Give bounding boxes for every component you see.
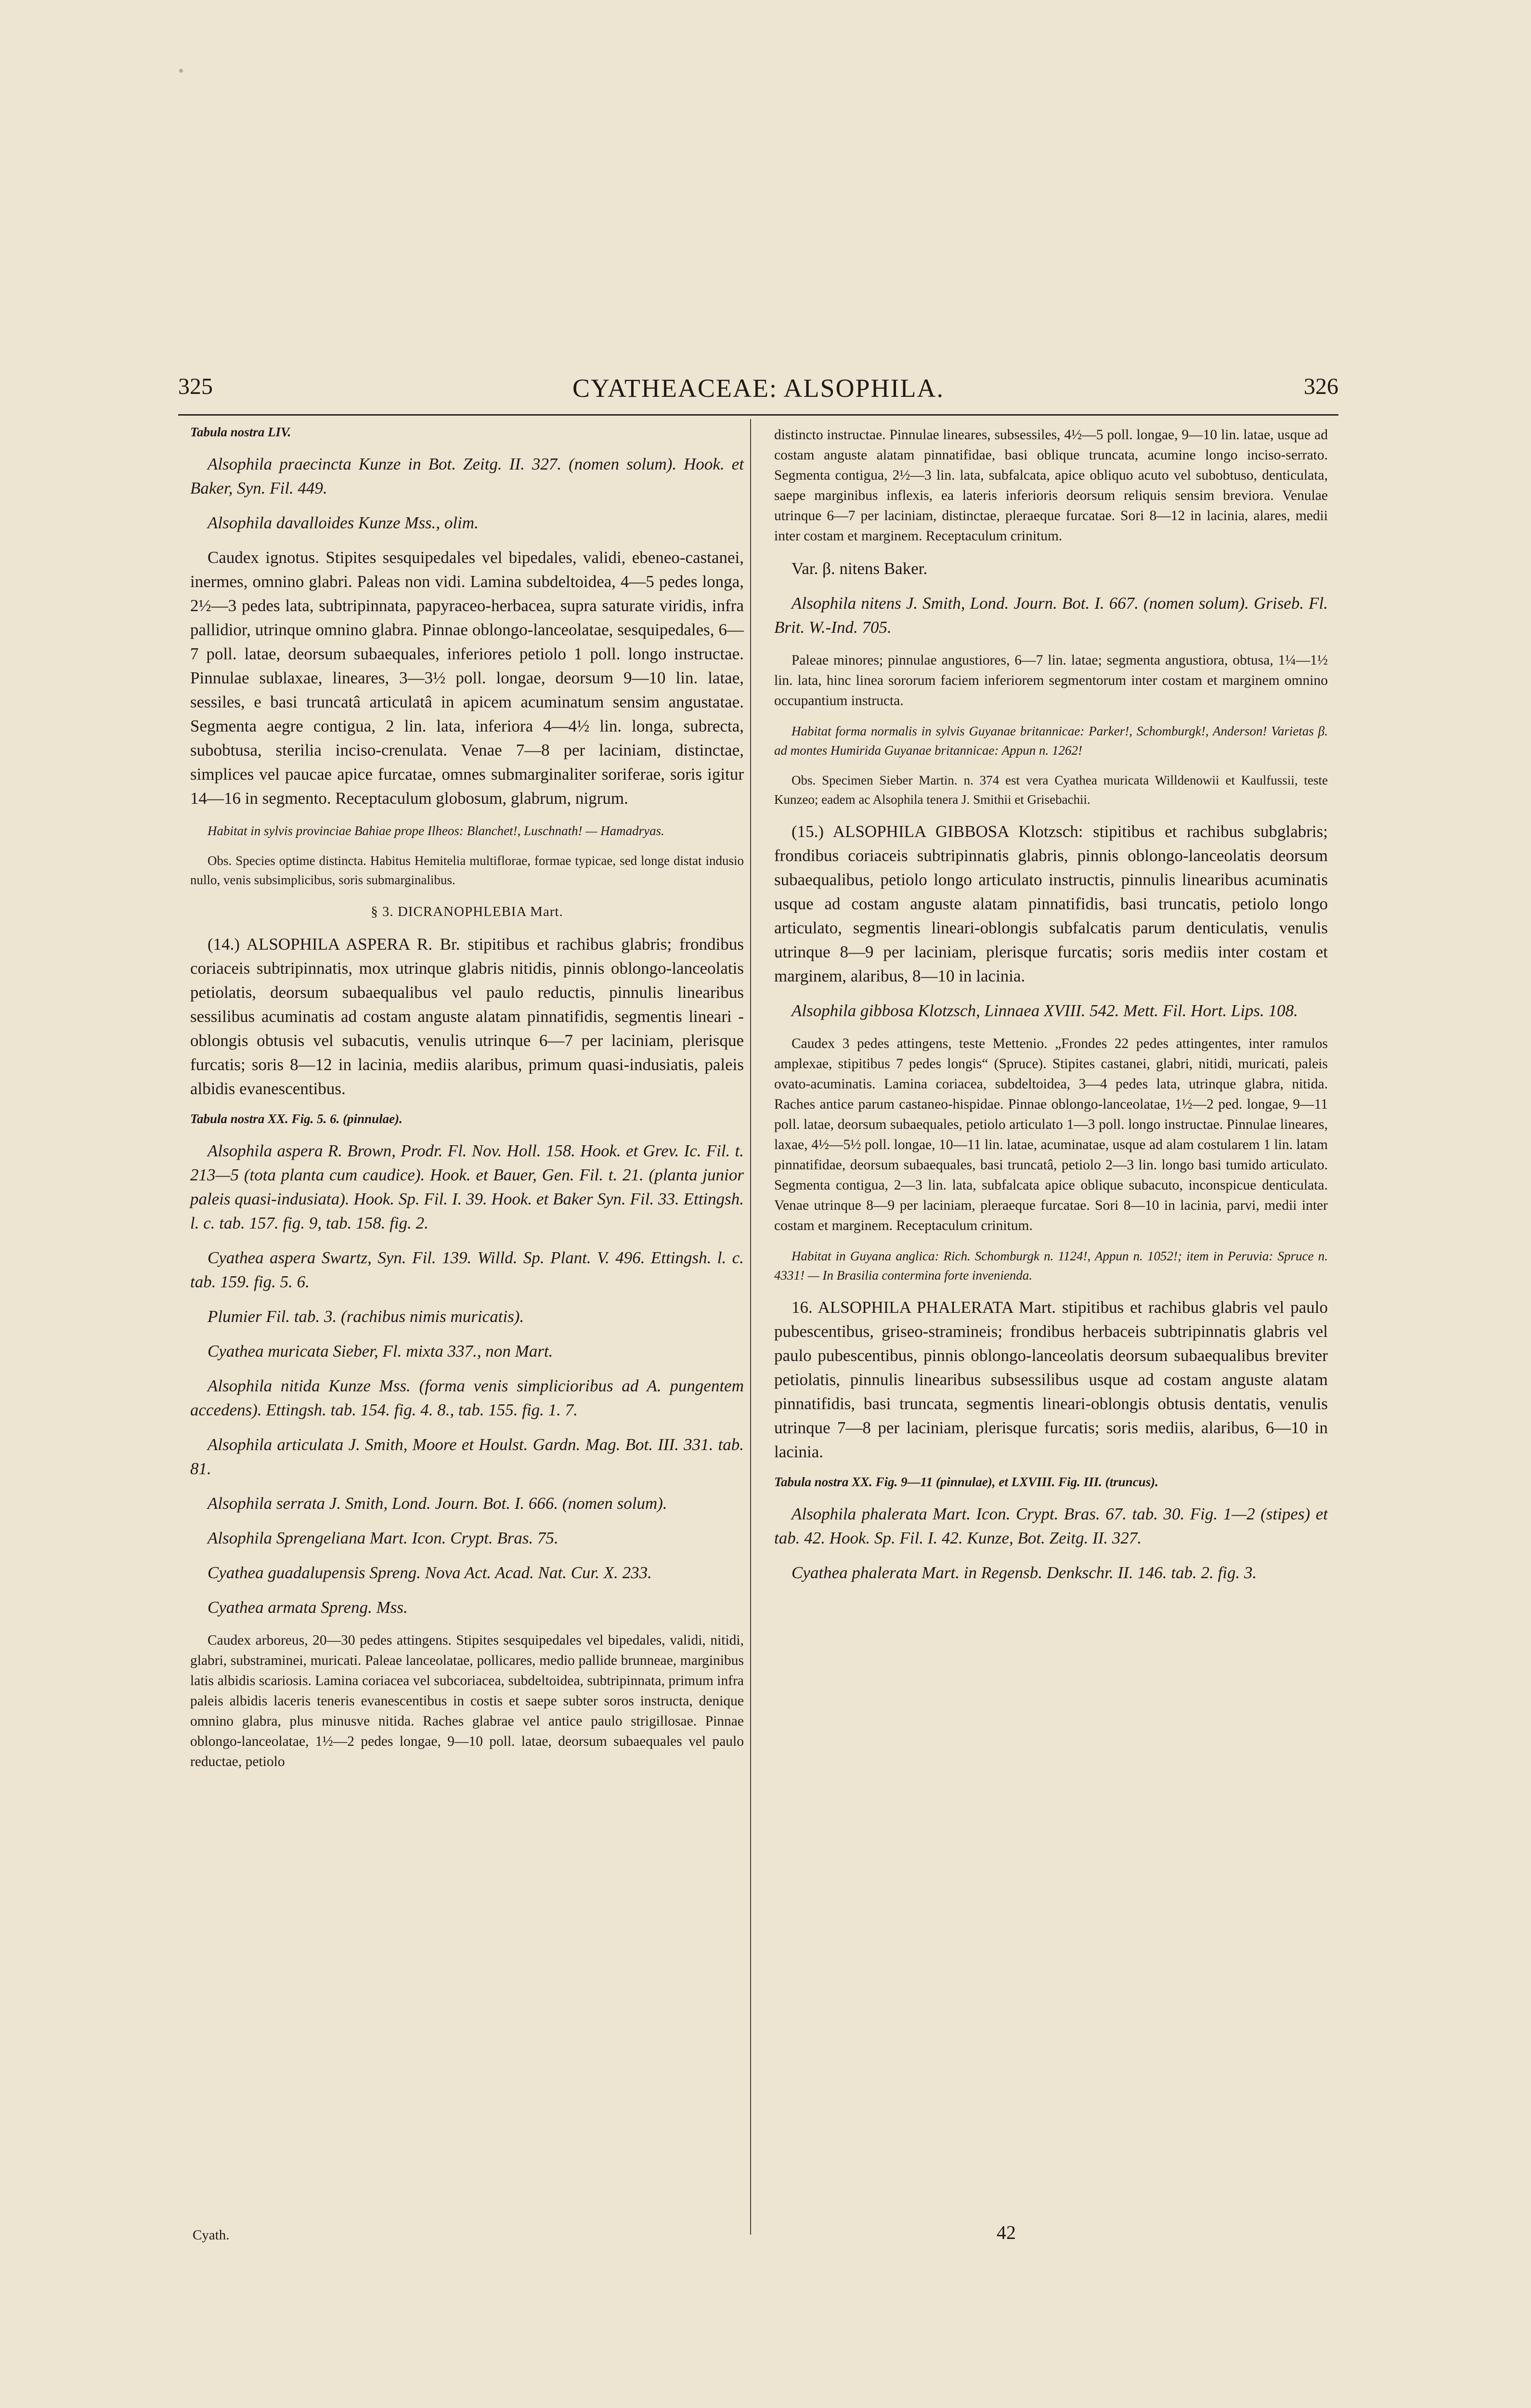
synonym: Cyathea armata Spreng. Mss. xyxy=(208,1598,408,1617)
observation: Obs. Species optime distincta. Habitus Hemitelia multiflorae, formae typicae, sed longe distat indusio nullo, venis subsimplicibus, soris submarginalibus. xyxy=(190,853,744,887)
page-header xyxy=(178,373,1338,412)
synonym: Plumier Fil. tab. 3. (rachibus nimis muricatis). xyxy=(208,1307,524,1326)
synonym: Alsophila nitens J. Smith, Lond. Journ. Bot. I. 667. (nomen solum). Griseb. Fl. Brit. W.-Ind. 705. xyxy=(774,594,1328,637)
running-title: CYATHEACEAE: ALSOPHILA. xyxy=(572,374,945,403)
habitat: Habitat in sylvis provinciae Bahiae prope Ilheos: Blanchet!, Luschnath! — Hamadryas. xyxy=(208,824,664,838)
variety-heading: Var. β. nitens Baker. xyxy=(791,559,928,578)
description: Caudex 3 pedes attingens, teste Mettenio. „Frondes 22 pedes attingentes, inter ramulos amplexae, stipitibus 7 pedes longis“ (Spruce). Stipites castanei, glabri, nitidi, muricati, paleis ovato-acuminatis. Lamina coriacea, subdeltoidea, 3—4 pedes lata, utrinque glabra, nitida. Raches antice parum castaneo-hispidae. Pinnae oblongo-lanceolatae, 1½—2 ped. longae, 9—11 poll. latae, deorsum subaequales, petiolo articulato 1—3 poll. longo instructae. Pinnulae lineares, laxae, 4½—5½ poll. longae, 10—11 lin. latae, acuminatae, usque ad alam costularem 1 lin. latam pinnatifidae, deorsum subaequales, basi truncatâ, petiolo 2—3 lin. longo basi tumido articulato. Segmenta contigua, 2—3 lin. lata, subfalcata apice oblique subacuto, inconspicue denticulata. Venae utrinque 8—9 per laciniam, pleraeque furcatae. Sori 8—10 in lacinia, parvi, medii inter costam et marginem. Receptaculum crinitum. xyxy=(774,1036,1328,1233)
species-diagnosis: 16. ALSOPHILA PHALERATA Mart. stipitibus et rachibus glabris vel paulo pubescentibus, griseo-stramineis; frondibus herbaceis subtripinnatis glabris vel paulo pubescentibus, pinnis oblongo-lanceolatis deorsum subaequalibus breviter petiolatis, pinnulis linearibus subsessilibus usque ad costam anguste alatam pinnatifidis, basi truncata, segmentis lineari-oblongis obtusis dentatis, venulis utrinque 7—8 per laciniam, plerisque furcatis; soris mediis, alaribus, 6—10 in lacinia. xyxy=(774,1298,1328,1461)
signature-mark: 42 xyxy=(997,2222,1016,2243)
synonym: Cyathea guadalupensis Spreng. Nova Act. Acad. Nat. Cur. X. 233. xyxy=(208,1563,652,1582)
species-diagnosis: (15.) ALSOPHILA GIBBOSA Klotzsch: stipitibus et rachibus subglabris; frondibus coriaceis subtripinnatis glabris, pinnis oblongo-lanceolatis deorsum subaequalibus, petiolo longo articulato instructis, pinnulis linearibus acuminatis usque ad costam anguste alatam pinnatifidis, basi truncatis, petiolo longo articulato, segmentis lineari-oblongis subfalcatis parum denticulatis, venulis utrinque 8—9 per laciniam, plerisque furcatis; soris mediis inter costam et marginem, alaribus, 8—10 in lacinia. xyxy=(774,822,1328,985)
synonym: Alsophila aspera R. Brown, Prodr. Fl. Nov. Holl. 158. Hook. et Grev. Ic. Fil. t. 213—5 (tota planta cum caudice). Hook. et Bauer, Gen. Fil. t. 21. (planta junior paleis quasi-indusiata). Hook. Sp. Fil. I. 39. Hook. et Baker Syn. Fil. 33. Ettingsh. l. c. tab. 157. fig. 9, tab. 158. fig. 2. xyxy=(190,1141,744,1232)
right-column xyxy=(774,425,1328,1596)
description-continued: distincto instructae. Pinnulae lineares, subsessiles, 4½—5 poll. longae, 9—10 lin. latae, usque ad costam anguste alatam pinnatifidae, basi oblique truncata, acumine longo inciso-serrato. Segmenta contigua, 2½—3 lin. lata, subfalcata, apice obliquo acuto vel subobtuso, denticulata, saepe marginibus inflexis, ea lateris inferioris deorsum reliquis sensim breviora. Venulae utrinque 6—7 per laciniam, distinctae, pleraeque furcatae. Sori 8—12 in lacinia, alares, medii inter costam et marginem. Receptaculum crinitum. xyxy=(774,427,1328,544)
column-divider xyxy=(750,419,751,2235)
habitat: Habitat forma normalis in sylvis Guyanae britannicae: Parker!, Schomburgk!, Anderson! Varietas β. ad montes Humirida Guyanae britannicae: Appun n. 1262! xyxy=(774,724,1328,758)
synonym: Alsophila Sprengeliana Mart. Icon. Crypt. Bras. 75. xyxy=(208,1529,558,1547)
page-number-right: 326 xyxy=(1304,374,1338,399)
plate-reference: Tabula nostra LIV. xyxy=(190,425,291,439)
synonym: Alsophila praecincta Kunze in Bot. Zeitg. II. 327. (nomen solum). Hook. et Baker, Syn. Fil. 449. xyxy=(190,455,744,497)
catchword: Cyath. xyxy=(193,2227,230,2243)
species-diagnosis: (14.) ALSOPHILA ASPERA R. Br. stipitibus et rachibus glabris; frondibus coriaceis subtripinnatis, mox utrinque glabris nitidis, pinnis oblongo-lanceolatis petiolatis, deorsum subaequalibus vel paulo reductis, pinnulis linearibus sessilibus acuminatis ad costam anguste alatam pinnatifidis, segmentis lineari - oblongis obtusis vel subacutis, venulis utrinque 6—7 per laciniam, plerisque furcatis; soris 8—12 in lacinia, mediis alaribus, primum quasi-indusiatis, paleis albidis evanescentibus. xyxy=(190,935,744,1098)
synonym: Alsophila articulata J. Smith, Moore et Houlst. Gardn. Mag. Bot. III. 331. tab. 81. xyxy=(190,1435,744,1478)
paper-spot xyxy=(179,69,183,73)
synonym: Cyathea aspera Swartz, Syn. Fil. 139. Willd. Sp. Plant. V. 496. Ettingsh. l. c. tab. 159. fig. 5. 6. xyxy=(190,1248,744,1291)
synonym: Alsophila gibbosa Klotzsch, Linnaea XVIII. 542. Mett. Fil. Hort. Lips. 108. xyxy=(791,1001,1298,1020)
synonym: Alsophila phalerata Mart. Icon. Crypt. Bras. 67. tab. 30. Fig. 1—2 (stipes) et tab. 42. Hook. Sp. Fil. I. 42. Kunze, Bot. Zeitg. II. 327. xyxy=(774,1505,1328,1547)
synonym: Cyathea muricata Sieber, Fl. mixta 337., non Mart. xyxy=(208,1342,553,1361)
synonym: Alsophila serrata J. Smith, Lond. Journ. Bot. I. 666. (nomen solum). xyxy=(208,1494,667,1513)
description: Paleae minores; pinnulae angustiores, 6—7 lin. latae; segmenta angustiora, obtusa, 1¼—1½ lin. lata, hinc linea sororum faciem inferiorem segmentorum inter costam et marginem omnino occupantium instructa. xyxy=(774,653,1328,708)
habitat: Habitat in Guyana anglica: Rich. Schomburgk n. 1124!, Appun n. 1052!; item in Peruvia: Spruce n. 4331! — In Brasilia conterminа forte invenienda. xyxy=(774,1249,1328,1283)
description: Caudex arboreus, 20—30 pedes attingens. Stipites sesquipedales vel bipedales, validi, nitidi, glabri, substraminei, muricati. Paleae lanceolatae, pollicares, medio pallide brunneae, marginibus latis albidis scariosis. Lamina coriacea vel subcoriacea, subdeltoidea, subtripinnata, primum infra paleis albidis laceris teneris evanescentibus in costis et saepe subter soros instructa, denique omnino glabra, plus minusve nitida. Raches glabrae vel antice paulo strigillosae. Pinnae oblongo-lanceolatae, 1½—2 pedes longae, 9—10 poll. latae, deorsum subaequales vel paulo reductae, petiolo xyxy=(190,1633,744,1769)
page-number-left: 325 xyxy=(178,374,213,399)
observation: Obs. Specimen Sieber Martin. n. 374 est vera Cyathea muricata Willdenowii et Kaulfussii, teste Kunzeo; eadem ac Alsophila tenera J. Smithii et Grisebachii. xyxy=(774,773,1328,807)
section-heading: § 3. DICRANOPHLEBIA Mart. xyxy=(371,904,563,919)
header-rule xyxy=(178,414,1338,416)
synonym: Alsophila davalloides Kunze Mss., olim. xyxy=(208,513,479,532)
plate-reference: Tabula nostra XX. Fig. 9—11 (pinnulae), et LXVIII. Fig. III. (truncus). xyxy=(774,1475,1158,1489)
plate-reference: Tabula nostra XX. Fig. 5. 6. (pinnulae). xyxy=(190,1112,402,1126)
description: Caudex ignotus. Stipites sesquipedales vel bipedales, validi, ebeneo-castanei, inermes, omnino glabri. Paleas non vidi. Lamina subdeltoidea, 4—5 pedes longa, 2½—3 pedes lata, subtripinnata, papyraceo-herbacea, supra saturate viridis, infra pallidior, utrinque omnino glabra. Pinnae oblongo-lanceolatae, sesquipedales, 6—7 poll. latae, deorsum subaequales, inferiores petiolo 1 poll. longo instructae. Pinnulae sublaxae, lineares, 3—3½ poll. longae, deorsum 9—10 lin. latae, sessiles, e basi truncatâ articulatâ in apicem acuminatum sensim angustatae. Segmenta aegre contigua, 2 lin. lata, inferiora 4—4½ lin. longa, subrecta, subobtusa, sterilia inciso-crenulata. Venae 7—8 per laciniam, distinctae, simplices vel paucae apice furcatae, omnes submarginaliter soriferae, soris igitur 14—16 in segmento. Receptaculum globosum, glabrum, nigrum. xyxy=(190,548,744,808)
left-column xyxy=(190,425,744,1782)
synonym: Cyathea phalerata Mart. in Regensb. Denkschr. II. 146. tab. 2. fig. 3. xyxy=(791,1563,1257,1582)
synonym: Alsophila nitida Kunze Mss. (forma venis simplicioribus ad A. pungentem accedens). Ettingsh. tab. 154. fig. 4. 8., tab. 155. fig. 1. 7. xyxy=(190,1376,744,1419)
